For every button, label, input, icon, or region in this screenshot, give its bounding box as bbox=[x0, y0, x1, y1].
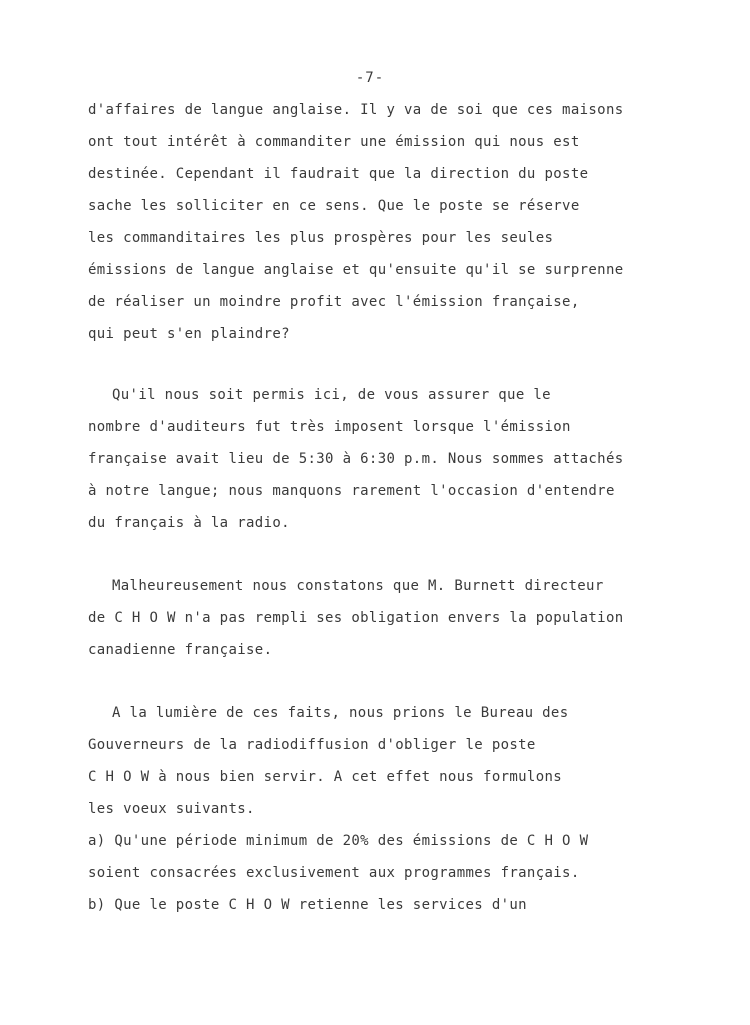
text-line: C H O W à nous bien servir. A cet effet nous formulons bbox=[88, 769, 563, 785]
text-line: de réaliser un moindre profit avec l'émission française, bbox=[88, 294, 580, 310]
text-line: émissions de langue anglaise et qu'ensuite qu'il se surprenne bbox=[88, 262, 624, 278]
text-line: à notre langue; nous manquons rarement l'occasion d'entendre bbox=[88, 483, 615, 499]
text-line: Gouverneurs de la radiodiffusion d'obliger le poste bbox=[88, 737, 536, 753]
text-line: soient consacrées exclusivement aux programmes français. bbox=[88, 865, 580, 881]
list-item-a: a) Qu'une période minimum de 20% des émissions de C H O W bbox=[88, 833, 589, 849]
text-line: française avait lieu de 5:30 à 6:30 p.m. Nous sommes attachés bbox=[88, 451, 624, 467]
paragraph-3 bbox=[88, 570, 688, 666]
text-line: qui peut s'en plaindre? bbox=[88, 326, 290, 342]
text-line: Qu'il nous soit permis ici, de vous assurer que le bbox=[112, 387, 551, 403]
text-line: de C H O W n'a pas rempli ses obligation envers la population bbox=[88, 610, 624, 626]
paragraph-2 bbox=[88, 379, 688, 539]
text-line: du français à la radio. bbox=[88, 515, 290, 531]
text-line: ont tout intérêt à commanditer une émission qui nous est bbox=[88, 134, 580, 150]
paragraph-4 bbox=[88, 697, 688, 921]
text-line: canadienne française. bbox=[88, 642, 273, 658]
list-item-b: b) Que le poste C H O W retienne les services d'un bbox=[88, 897, 527, 913]
text-line: Malheureusement nous constatons que M. Burnett directeur bbox=[112, 578, 604, 594]
page-number: -7- bbox=[355, 70, 385, 86]
text-line: destinée. Cependant il faudrait que la direction du poste bbox=[88, 166, 589, 182]
text-line: sache les solliciter en ce sens. Que le poste se réserve bbox=[88, 198, 580, 214]
text-line: les commanditaires les plus prospères pour les seules bbox=[88, 230, 554, 246]
text-line: d'affaires de langue anglaise. Il y va de soi que ces maisons bbox=[88, 102, 624, 118]
paragraph-1 bbox=[88, 94, 688, 350]
text-line: les voeux suivants. bbox=[88, 801, 255, 817]
text-line: nombre d'auditeurs fut très imposent lorsque l'émission bbox=[88, 419, 571, 435]
text-line: A la lumière de ces faits, nous prions le Bureau des bbox=[112, 705, 569, 721]
